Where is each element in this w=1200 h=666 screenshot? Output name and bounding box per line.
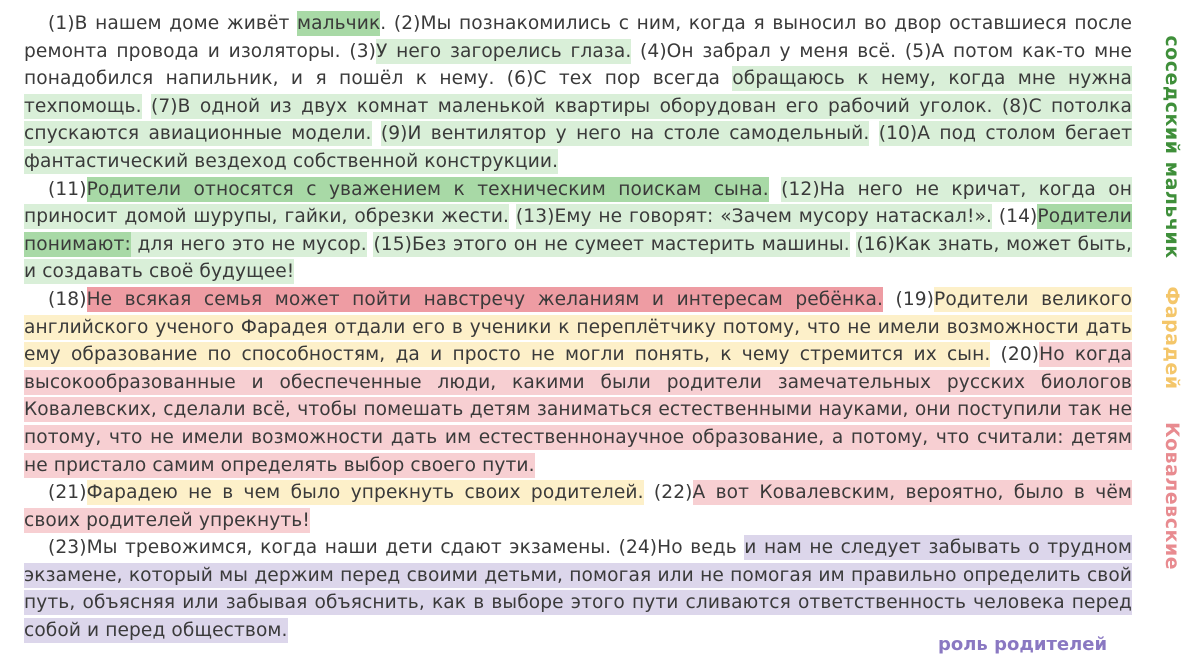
highlighted-fragment: мальчик <box>297 13 381 34</box>
text-fragment: (20) <box>990 344 1040 366</box>
text-fragment: (19) <box>883 288 935 310</box>
highlighted-fragment: (15)Без этого он не сумеет мастерить машины. <box>373 233 850 255</box>
paragraph <box>24 286 1132 479</box>
label-parents-role: роль родителей <box>938 634 1108 655</box>
highlighted-fragment: Родители великого английского ученого Фарадея отдали его в ученики к переплётчику потому, что не имели возможности дать ему образование по способностям, да и просто не могли понять, к чему стремится их сын. <box>24 288 1132 366</box>
paragraph <box>24 534 1132 644</box>
paragraph <box>24 479 1132 534</box>
text-fragment <box>509 206 516 227</box>
text-fragment <box>142 96 151 117</box>
highlighted-fragment: (9)И вентилятор у него на столе самодельный. <box>380 123 870 145</box>
highlighted-fragment: А вот Ковалевским, вероятно, было в чём своих родителей упрекнуть! <box>24 482 1132 531</box>
highlighted-fragment: Родители понимают: <box>24 206 1132 255</box>
label-faraday: Фарадей <box>1161 286 1183 390</box>
text-fragment: (1)В нашем доме живёт <box>48 13 298 34</box>
text-fragment <box>769 179 781 200</box>
paragraph <box>24 176 1132 286</box>
highlighted-fragment: У него загорелись глаза. <box>376 40 632 62</box>
text-fragment: (11) <box>48 178 87 200</box>
highlighted-fragment: (13)Ему не говорят: «Зачем мусору натаскал!». <box>515 206 992 228</box>
text-fragment <box>372 123 381 144</box>
highlighted-fragment: Родители относятся с уважением к техническим поискам сына. <box>86 178 769 200</box>
highlighted-fragment: (7)В одной из двух комнат маленькой квартиры оборудован его рабочий уголок. (8)С потолка спускаются авиационные модели. <box>24 95 1132 145</box>
highlighted-fragment: и нам не следует забывать о трудном экзамене, который мы держим перед своими детьми, помогая или не помогая им правильно определить свой путь, объясняя или забывая объяснить, как в выборе этого пути сливаются ответственность человека перед собой и перед обществом. <box>24 537 1132 642</box>
essay-text <box>24 10 1132 645</box>
text-fragment: (22) <box>643 482 693 504</box>
text-fragment: (4)Он забрал у меня всё. (5)А потом как-то мне понадобился напильник, и я пошёл к нему. (6)С тех пор всегда <box>24 40 1132 90</box>
highlighted-fragment: Но когда высокообразованные и обеспеченные люди, какими были родители замечательных русских биологов Ковалевских, сделали всё, чтобы помешать детям заниматься естественными науками, они поступили так не потому, что не имели возможности дать им естественнонаучное образование, а потому, что считали: детям не пристало самим определять выбор своего пути. <box>24 344 1132 476</box>
highlighted-fragment: (16)Как знать, может быть, и создавать своё будущее! <box>24 233 1133 283</box>
highlighted-fragment: (12)На него не кричат, когда он приносит домой шурупы, гайки, обрезки жести. <box>24 178 1132 228</box>
label-kovalevsky: Ковалевские <box>1161 421 1183 571</box>
highlighted-fragment: обращаюсь к нему, когда мне нужна техпомощь. <box>24 68 1132 117</box>
text-fragment: (23)Мы тревожимся, когда наши дети сдают экзамены. (24)Но ведь <box>48 537 745 559</box>
text-fragment <box>869 123 878 144</box>
highlighted-fragment: Фарадею не в чем было упрекнуть своих родителей. <box>86 482 644 504</box>
paragraph <box>24 10 1132 176</box>
text-fragment: (21) <box>48 482 87 504</box>
text-fragment: (18) <box>48 288 87 310</box>
text-fragment: . (2)Мы познакомились с ним, когда я выносил во двор оставшиеся после ремонта провода и изоляторы. (3) <box>24 13 1132 62</box>
highlighted-fragment: Не всякая семья может пойти навстречу желаниям и интересам ребёнка. <box>86 288 883 310</box>
label-neighbor-boy: соседский мальчик <box>1161 35 1183 259</box>
highlighted-fragment: для него это не мусор. <box>130 233 367 255</box>
text-fragment: (14) <box>992 206 1038 228</box>
highlighted-fragment: (10)А под столом бегает фантастический вездеход собственной конструкции. <box>24 123 1133 172</box>
